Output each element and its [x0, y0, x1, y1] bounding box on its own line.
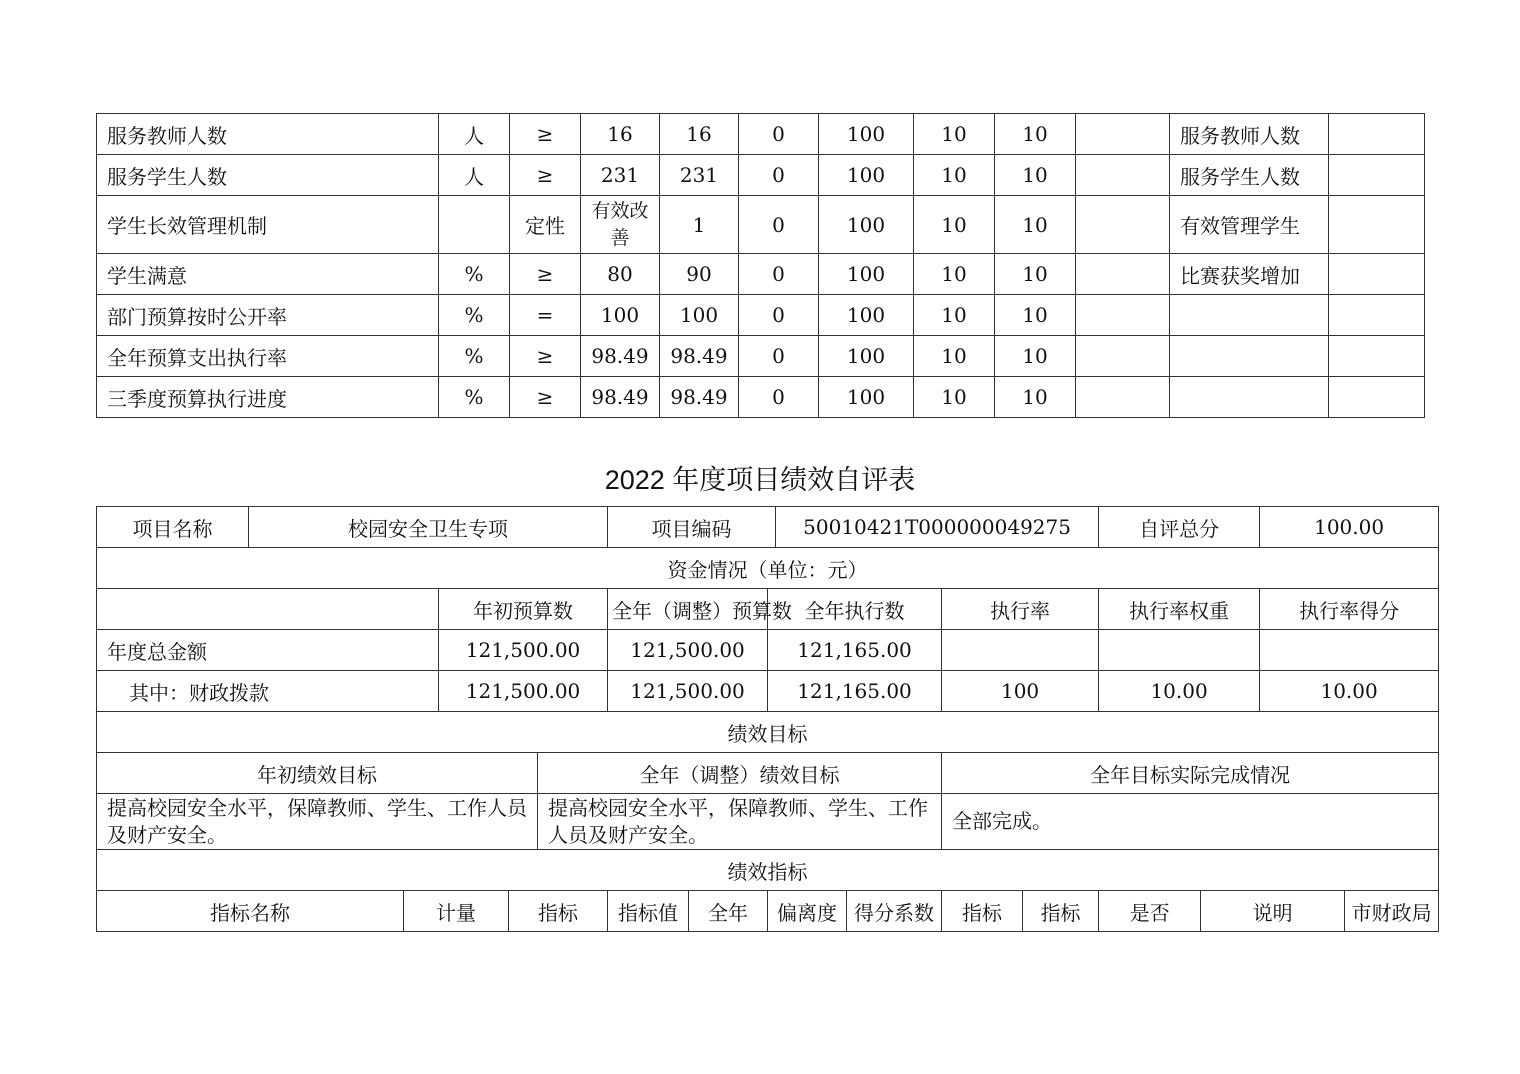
project-name-label: 项目名称 — [97, 507, 249, 548]
project-code-label: 项目编码 — [608, 507, 776, 548]
indicator-unit-cell: % — [439, 295, 510, 336]
funds-cell: 121,165.00 — [768, 630, 942, 671]
indicator-dept-cell — [1329, 155, 1425, 196]
indicator-col: 指标 — [942, 891, 1023, 932]
indicator-target-cell: 100 — [581, 295, 660, 336]
indicator-dept-cell — [1329, 336, 1425, 377]
indicator-weight-cell: 10 — [914, 196, 995, 254]
indicator-actual-cell: 100 — [660, 295, 739, 336]
indicator-target-cell: 16 — [581, 114, 660, 155]
indicator-row — [97, 295, 1425, 336]
indicator-score-cell: 10 — [995, 295, 1076, 336]
funds-cell: 100 — [942, 671, 1099, 712]
project-info-row — [97, 507, 1439, 548]
indicator-unit-cell: % — [439, 336, 510, 377]
indicator-target-cell: 98.49 — [581, 377, 660, 418]
indicator-unit-cell: % — [439, 254, 510, 295]
indicator-name-cell: 三季度预算执行进度 — [97, 377, 439, 418]
funds-row-label: 年度总金额 — [97, 630, 439, 671]
indicator-col: 偏离度 — [768, 891, 847, 932]
indicator-name-cell: 服务学生人数 — [97, 155, 439, 196]
indicator-name-cell: 学生长效管理机制 — [97, 196, 439, 254]
indicator-note-cell: 服务学生人数 — [1170, 155, 1329, 196]
indicator-name-cell: 学生满意 — [97, 254, 439, 295]
funds-row-total — [97, 630, 1439, 671]
indicator-weight-cell: 10 — [914, 114, 995, 155]
indicator-col: 市财政局 — [1345, 891, 1439, 932]
goal-initial-text: 提高校园安全水平，保障教师、学生、工作人员及财产安全。 — [97, 794, 538, 850]
funds-cell: 121,500.00 — [608, 630, 768, 671]
indicator-actual-cell: 1 — [660, 196, 739, 254]
funds-cell — [942, 630, 1099, 671]
indicator-coef-cell: 100 — [819, 196, 914, 254]
funds-corner-cell — [97, 589, 439, 630]
funds-cell: 121,500.00 — [439, 630, 608, 671]
funds-header-row — [97, 548, 1439, 589]
indicator-weight-cell: 10 — [914, 254, 995, 295]
indicator-deviation-cell: 0 — [739, 336, 819, 377]
indicator-flag-cell — [1076, 377, 1170, 418]
indicator-op-cell: ≥ — [510, 336, 581, 377]
funds-row-label: 其中：财政拨款 — [97, 671, 439, 712]
indicator-note-cell: 比赛获奖增加 — [1170, 254, 1329, 295]
funds-cell: 121,165.00 — [768, 671, 942, 712]
indicator-note-cell — [1170, 377, 1329, 418]
indicator-col: 是否 — [1099, 891, 1201, 932]
indicator-coef-cell: 100 — [819, 377, 914, 418]
indicator-unit-cell: 人 — [439, 155, 510, 196]
funds-cell: 10.00 — [1099, 671, 1260, 712]
indicator-actual-cell: 98.49 — [660, 377, 739, 418]
goal-col-actual: 全年目标实际完成情况 — [942, 753, 1439, 794]
indicator-flag-cell — [1076, 254, 1170, 295]
indicator-dept-cell — [1329, 377, 1425, 418]
indicator-name-cell: 服务教师人数 — [97, 114, 439, 155]
indicator-name-cell: 部门预算按时公开率 — [97, 295, 439, 336]
indicator-coef-cell: 100 — [819, 114, 914, 155]
indicator-row — [97, 155, 1425, 196]
self-score-value: 100.00 — [1260, 507, 1439, 548]
indicator-col: 指标名称 — [97, 891, 404, 932]
indicator-target-cell: 98.49 — [581, 336, 660, 377]
funds-cell: 121,500.00 — [439, 671, 608, 712]
indicators-header: 绩效指标 — [97, 850, 1439, 891]
indicator-score-cell: 10 — [995, 196, 1076, 254]
goal-col-initial: 年初绩效目标 — [97, 753, 538, 794]
funds-col-initial: 年初预算数 — [439, 589, 608, 630]
indicator-actual-cell: 90 — [660, 254, 739, 295]
indicator-dept-cell — [1329, 254, 1425, 295]
goals-columns-row — [97, 753, 1439, 794]
indicator-target-cell: 有效改善 — [581, 196, 660, 254]
indicator-note-cell: 有效管理学生 — [1170, 196, 1329, 254]
indicator-coef-cell: 100 — [819, 254, 914, 295]
indicator-note-cell: 服务教师人数 — [1170, 114, 1329, 155]
indicator-flag-cell — [1076, 336, 1170, 377]
funds-col-executed: 全年执行数 — [768, 589, 942, 630]
indicator-op-cell: ≥ — [510, 377, 581, 418]
indicator-score-cell: 10 — [995, 114, 1076, 155]
indicator-unit-cell — [439, 196, 510, 254]
indicator-weight-cell: 10 — [914, 377, 995, 418]
indicators-header-row — [97, 850, 1439, 891]
indicator-actual-cell: 16 — [660, 114, 739, 155]
form-title: 2022 年度项目绩效自评表 — [604, 465, 916, 495]
goals-header: 绩效目标 — [97, 712, 1439, 753]
indicator-flag-cell — [1076, 295, 1170, 336]
goal-adjusted-text: 提高校园安全水平，保障教师、学生、工作人员及财产安全。 — [538, 794, 942, 850]
indicator-coef-cell: 100 — [819, 295, 914, 336]
indicator-op-cell: ≥ — [510, 114, 581, 155]
funds-header: 资金情况（单位：元） — [97, 548, 1439, 589]
indicator-weight-cell: 10 — [914, 336, 995, 377]
project-name-value: 校园安全卫生专项 — [249, 507, 608, 548]
indicator-name-cell: 全年预算支出执行率 — [97, 336, 439, 377]
indicator-flag-cell — [1076, 196, 1170, 254]
indicator-op-cell: ≥ — [510, 254, 581, 295]
funds-cell: 121,500.00 — [608, 671, 768, 712]
indicator-deviation-cell: 0 — [739, 114, 819, 155]
indicator-col: 指标 — [1023, 891, 1099, 932]
indicator-row — [97, 336, 1425, 377]
funds-cell — [1099, 630, 1260, 671]
indicator-score-cell: 10 — [995, 336, 1076, 377]
indicator-row — [97, 114, 1425, 155]
indicator-row — [97, 196, 1425, 254]
indicator-weight-cell: 10 — [914, 295, 995, 336]
indicator-deviation-cell: 0 — [739, 295, 819, 336]
self-score-label: 自评总分 — [1099, 507, 1260, 548]
funds-col-rate: 执行率 — [942, 589, 1099, 630]
funds-cell: 10.00 — [1260, 671, 1439, 712]
indicator-unit-cell: % — [439, 377, 510, 418]
indicator-col: 全年 — [689, 891, 768, 932]
indicator-actual-cell: 231 — [660, 155, 739, 196]
indicator-op-cell: = — [510, 295, 581, 336]
indicator-target-cell: 231 — [581, 155, 660, 196]
funds-col-score: 执行率得分 — [1260, 589, 1439, 630]
indicator-col: 说明 — [1201, 891, 1345, 932]
indicator-row — [97, 377, 1425, 418]
indicator-dept-cell — [1329, 114, 1425, 155]
indicator-op-cell: ≥ — [510, 155, 581, 196]
project-code-value: 50010421T000000049275 — [776, 507, 1099, 548]
indicator-coef-cell: 100 — [819, 155, 914, 196]
funds-col-adjusted: 全年（调整）预算数 — [608, 589, 768, 630]
funds-columns-row — [97, 589, 1439, 630]
indicator-score-cell: 10 — [995, 377, 1076, 418]
indicator-score-cell: 10 — [995, 254, 1076, 295]
indicator-row — [97, 254, 1425, 295]
indicator-col: 计量 — [404, 891, 509, 932]
goal-col-adjusted: 全年（调整）绩效目标 — [538, 753, 942, 794]
funds-cell — [1260, 630, 1439, 671]
indicator-col: 指标 — [509, 891, 608, 932]
indicator-weight-cell: 10 — [914, 155, 995, 196]
funds-row-fiscal — [97, 671, 1439, 712]
indicator-target-cell: 80 — [581, 254, 660, 295]
indicator-score-cell: 10 — [995, 155, 1076, 196]
goals-values-row — [97, 794, 1439, 850]
goals-header-row — [97, 712, 1439, 753]
self-evaluation-form — [96, 506, 1439, 932]
indicator-actual-cell: 98.49 — [660, 336, 739, 377]
indicator-flag-cell — [1076, 155, 1170, 196]
indicator-deviation-cell: 0 — [739, 155, 819, 196]
indicator-table-continued — [96, 113, 1425, 418]
indicator-dept-cell — [1329, 295, 1425, 336]
indicator-deviation-cell: 0 — [739, 196, 819, 254]
indicator-note-cell — [1170, 336, 1329, 377]
indicators-columns-row — [97, 891, 1439, 932]
indicator-note-cell — [1170, 295, 1329, 336]
indicator-dept-cell — [1329, 196, 1425, 254]
indicator-deviation-cell: 0 — [739, 377, 819, 418]
indicator-col: 得分系数 — [847, 891, 942, 932]
indicator-deviation-cell: 0 — [739, 254, 819, 295]
goal-actual-text: 全部完成。 — [942, 794, 1439, 850]
indicator-coef-cell: 100 — [819, 336, 914, 377]
indicator-col: 指标值 — [608, 891, 689, 932]
indicator-op-cell: 定性 — [510, 196, 581, 254]
indicator-flag-cell — [1076, 114, 1170, 155]
funds-col-weight: 执行率权重 — [1099, 589, 1260, 630]
indicator-unit-cell: 人 — [439, 114, 510, 155]
